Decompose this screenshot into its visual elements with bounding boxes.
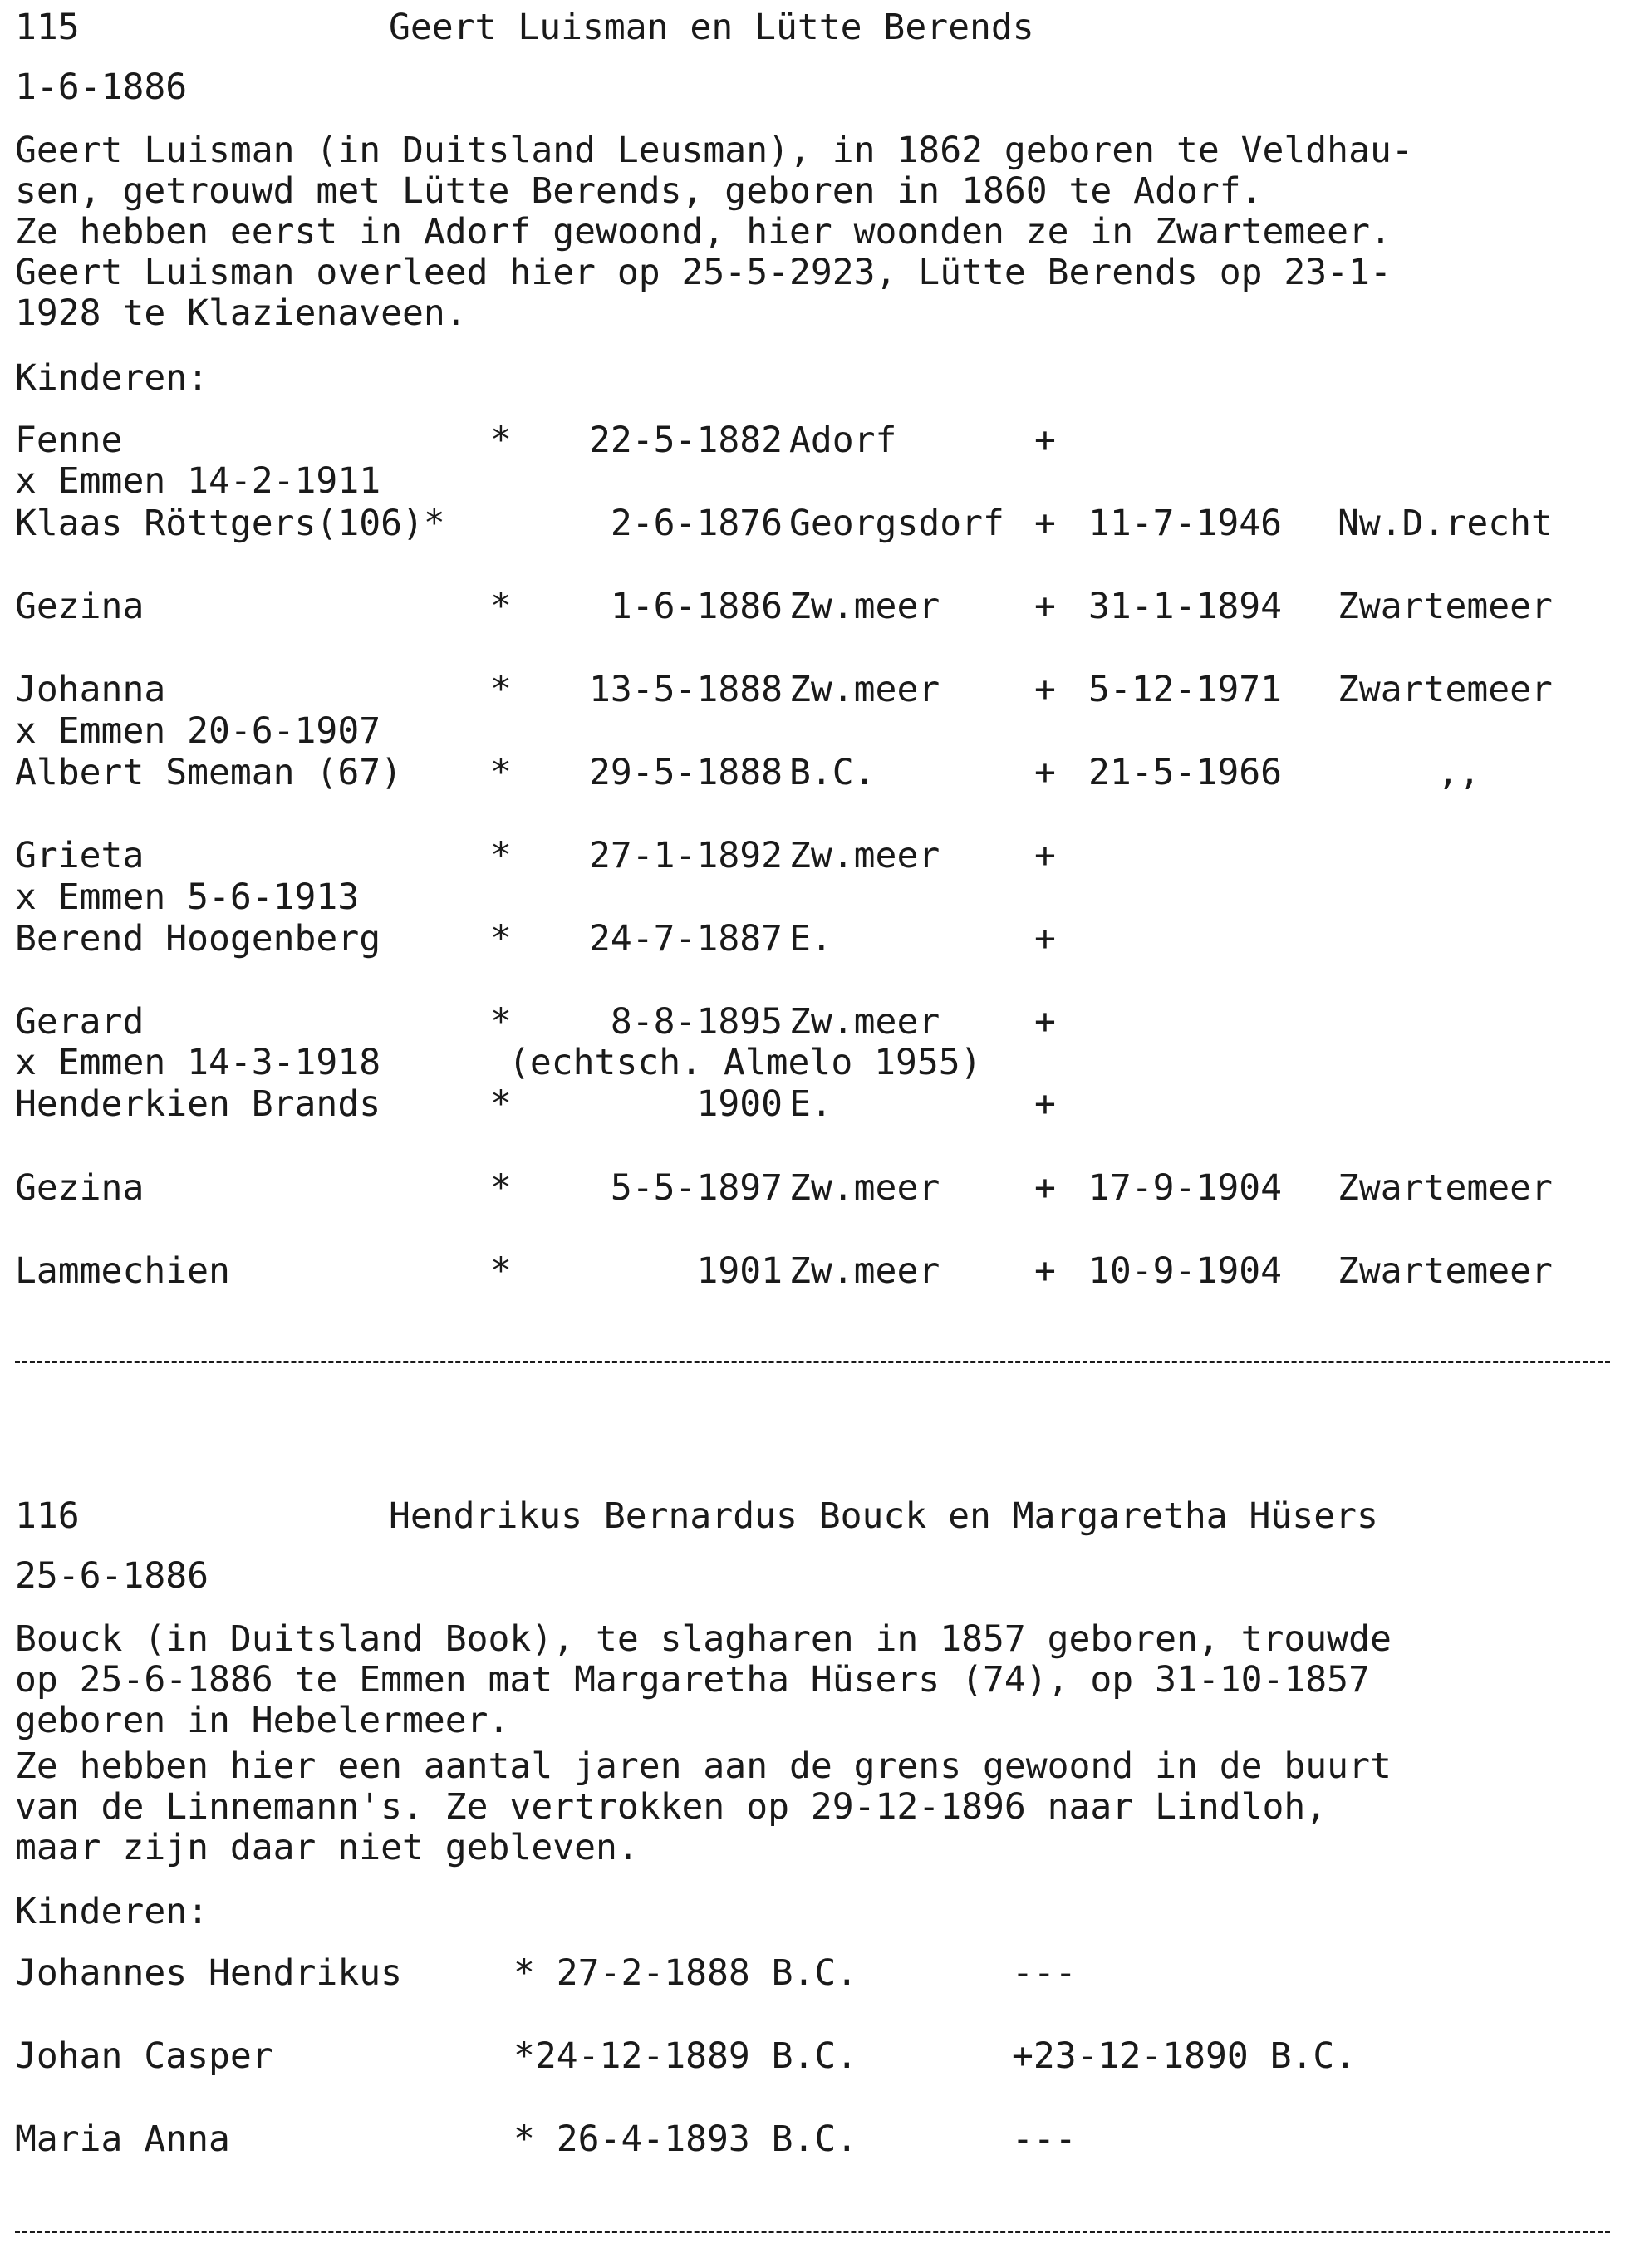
birth-date: 1-6-1886	[610, 586, 783, 627]
death-place: Zwartemeer	[1338, 1167, 1553, 1209]
birth-marker: *	[490, 586, 512, 627]
birth-date: 2-6-1876	[610, 503, 783, 544]
spouse-row	[0, 503, 1625, 545]
death-marker: +	[1034, 420, 1056, 461]
child-row	[0, 835, 1625, 877]
spouse-name: Berend Hoogenberg	[15, 918, 381, 960]
birth-marker: *	[490, 752, 512, 793]
child-row	[0, 1250, 1625, 1293]
spouse-name: Albert Smeman (67)	[15, 752, 402, 793]
death-date: 31-1-1894	[1088, 586, 1282, 627]
separator-line	[15, 2231, 1610, 2233]
birth-date: 5-5-1897	[610, 1167, 783, 1209]
birth-marker: *	[490, 1083, 512, 1125]
birth-marker: *	[490, 835, 512, 876]
child-row	[0, 1001, 1625, 1043]
paragraph-line: van de Linnemann's. Ze vertrokken op 29-12-1896 naar Lindloh,	[15, 1786, 1328, 1828]
death-date: 17-9-1904	[1088, 1167, 1282, 1209]
death-marker: +	[1034, 1083, 1056, 1125]
death-date: 5-12-1971	[1088, 669, 1282, 710]
divorce-note: (echtsch. Almelo 1955)	[508, 1042, 982, 1083]
death-info: ---	[1012, 1952, 1077, 1994]
birth-date: 13-5-1888	[589, 669, 783, 710]
death-marker: +	[1034, 503, 1056, 544]
birth-place: Zw.meer	[789, 1250, 940, 1292]
death-date: 11-7-1946	[1088, 503, 1282, 544]
death-date: 21-5-1966	[1088, 752, 1282, 793]
entry-title: Hendrikus Bernardus Bouck en Margaretha Hüsers	[389, 1495, 1378, 1537]
marriage-row	[0, 1042, 1625, 1084]
paragraph-line: maar zijn daar niet gebleven.	[15, 1827, 639, 1868]
paragraph-line: Ze hebben eerst in Adorf gewoond, hier woonden ze in Zwartemeer.	[15, 211, 1392, 253]
death-place: Zwartemeer	[1338, 669, 1553, 710]
paragraph-line: sen, getrouwd met Lütte Berends, geboren in 1860 te Adorf.	[15, 170, 1263, 212]
birth-marker: *	[490, 918, 512, 960]
entry-title: Geert Luisman en Lütte Berends	[389, 7, 1034, 48]
death-marker: +	[1034, 586, 1056, 627]
birth-date: 29-5-1888	[589, 752, 783, 793]
death-marker: +	[1034, 918, 1056, 960]
child-name: Johannes Hendrikus	[15, 1952, 402, 1994]
marriage-line: x Emmen 5-6-1913	[15, 876, 360, 918]
child-name: Gezina	[15, 1167, 145, 1209]
death-place: Zwartemeer	[1338, 1250, 1553, 1292]
child-row	[0, 2118, 1625, 2161]
birth-date: 27-1-1892	[589, 835, 783, 876]
child-row	[0, 1167, 1625, 1210]
birth-marker: *	[490, 1001, 512, 1043]
kinderen-label: Kinderen:	[15, 1891, 209, 1932]
birth-marker: *	[490, 669, 512, 710]
child-row	[0, 669, 1625, 711]
paragraph-line: op 25-6-1886 te Emmen mat Margaretha Hüsers (74), op 31-10-1857	[15, 1659, 1370, 1701]
birth-marker: *	[490, 1167, 512, 1209]
death-info: ---	[1012, 2118, 1077, 2160]
paragraph-line: Geert Luisman (in Duitsland Leusman), in 1862 geboren te Veldhau-	[15, 130, 1413, 171]
birth-place: Adorf	[789, 420, 897, 461]
entry-date: 25-6-1886	[15, 1555, 209, 1597]
paragraph-line: Bouck (in Duitsland Book), te slagharen in 1857 geboren, trouwde	[15, 1618, 1392, 1660]
death-marker: +	[1034, 1167, 1056, 1209]
marriage-line: x Emmen 14-3-1918	[15, 1042, 381, 1083]
paragraph-line: 1928 te Klazienaveen.	[15, 292, 467, 334]
child-name: Fenne	[15, 420, 123, 461]
spouse-name: Henderkien Brands	[15, 1083, 381, 1125]
death-place: Nw.D.recht	[1338, 503, 1553, 544]
spouse-row	[0, 752, 1625, 794]
birth-date: 24-7-1887	[589, 918, 783, 960]
entry-date: 1-6-1886	[15, 66, 188, 108]
child-name: Maria Anna	[15, 2118, 230, 2160]
spouse-row	[0, 1083, 1625, 1126]
birth-place: Zw.meer	[789, 669, 940, 710]
death-date: 10-9-1904	[1088, 1250, 1282, 1292]
birth-place: Georgsdorf	[789, 503, 1004, 544]
death-info: +23-12-1890 B.C.	[1012, 2035, 1357, 2077]
child-row	[0, 1952, 1625, 1995]
birth-date: 8-8-1895	[610, 1001, 783, 1043]
entry-number: 116	[15, 1495, 80, 1537]
child-row	[0, 586, 1625, 628]
birth-place: Zw.meer	[789, 835, 940, 876]
death-marker: +	[1034, 835, 1056, 876]
separator-line	[15, 1361, 1610, 1363]
death-marker: +	[1034, 1250, 1056, 1292]
marriage-line: x Emmen 20-6-1907	[15, 710, 381, 752]
paragraph-line: Geert Luisman overleed hier op 25-5-2923, Lütte Berends op 23-1-	[15, 252, 1392, 293]
birth-place: Zw.meer	[789, 1167, 940, 1209]
birth-info: * 26-4-1893 B.C.	[513, 2118, 858, 2160]
spouse-name: Klaas Röttgers(106)*	[15, 503, 445, 544]
spouse-row	[0, 918, 1625, 960]
birth-place: B.C.	[789, 752, 876, 793]
death-marker: +	[1034, 752, 1056, 793]
death-marker: +	[1034, 669, 1056, 710]
birth-info: *24-12-1889 B.C.	[513, 2035, 858, 2077]
birth-place: E.	[789, 1083, 832, 1125]
death-place: Zwartemeer	[1338, 586, 1553, 627]
paragraph-line: Ze hebben hier een aantal jaren aan de grens gewoond in de buurt	[15, 1745, 1392, 1787]
child-name: Grieta	[15, 835, 145, 876]
marriage-line: x Emmen 14-2-1911	[15, 460, 381, 502]
child-row	[0, 2035, 1625, 2078]
child-name: Johanna	[15, 669, 166, 710]
paragraph-line: geboren in Hebelermeer.	[15, 1700, 510, 1741]
birth-place: Zw.meer	[789, 586, 940, 627]
entry-number: 115	[15, 7, 80, 48]
birth-date: 22-5-1882	[589, 420, 783, 461]
birth-marker: *	[490, 1250, 512, 1292]
birth-date: 1901	[696, 1250, 783, 1292]
birth-date: 1900	[696, 1083, 783, 1125]
death-marker: +	[1034, 1001, 1056, 1043]
birth-marker: *	[490, 420, 512, 461]
child-name: Lammechien	[15, 1250, 230, 1292]
child-name: Johan Casper	[15, 2035, 273, 2077]
kinderen-label: Kinderen:	[15, 357, 209, 399]
child-name: Gerard	[15, 1001, 145, 1043]
birth-place: Zw.meer	[789, 1001, 940, 1043]
child-name: Gezina	[15, 586, 145, 627]
death-place: ,,	[1437, 752, 1480, 793]
birth-place: E.	[789, 918, 832, 960]
child-row	[0, 420, 1625, 462]
birth-info: * 27-2-1888 B.C.	[513, 1952, 858, 1994]
